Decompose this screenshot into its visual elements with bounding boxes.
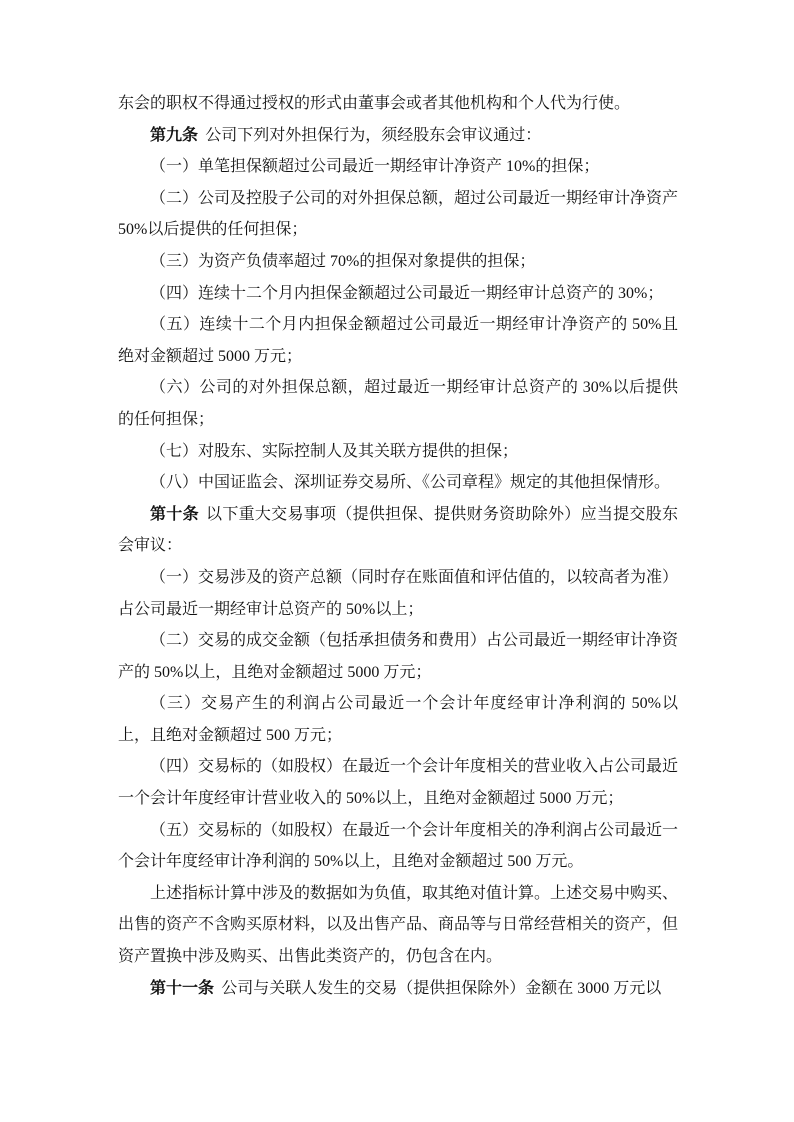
paragraph-text: （五）交易标的（如股权）在最近一个会计年度相关的净利润占公司最近一个会计年度经审计净利润的 50%以上，且绝对金额超过 500 万元。 <box>118 821 679 871</box>
article-number-bold: 第九条 <box>150 126 199 144</box>
paragraph-article-10 <box>118 499 678 562</box>
paragraph-text: （二）公司及控股子公司的对外担保总额，超过公司最近一期经审计净资产 50%以后提供的任何担保； <box>118 189 679 239</box>
paragraph-article-10-item-4 <box>118 751 678 814</box>
paragraph-article-10-item-1 <box>118 562 678 625</box>
paragraph-text: （五）连续十二个月内担保金额超过公司最近一期经审计净资产的 50%且绝对金额超过 5000 万元； <box>118 316 678 365</box>
paragraph-text: （六）公司的对外担保总额，超过最近一期经审计总资产的 30%以后提供的任何担保； <box>118 379 678 428</box>
paragraph-text: 东会的职权不得通过授权的形式由董事会或者其他机构和个人代为行使。 <box>118 95 631 112</box>
paragraph-text: （七）对股东、实际控制人及其关联方提供的担保； <box>150 442 519 460</box>
paragraph-text: 公司与关联人发生的交易（提供担保除外）金额在 3000 万元以 <box>221 979 662 997</box>
paragraph-article-10-item-3 <box>118 688 678 751</box>
paragraph-article-9-item-3 <box>118 246 678 278</box>
article-number-bold: 第十条 <box>150 505 199 523</box>
paragraph-text: （二）交易的成交金额（包括承担债务和费用）占公司最近一期经审计净资产的 50%以上，且绝对金额超过 5000 万元； <box>118 632 679 681</box>
paragraph-article-10-item-2 <box>118 625 678 688</box>
article-number-bold: 第十一条 <box>150 979 215 997</box>
paragraph-text: （一）交易涉及的资产总额（同时存在账面值和评估值的，以较高者为准）占公司最近一期经审计总资产的 50%以上； <box>118 568 679 618</box>
paragraph-continuation <box>118 88 678 120</box>
paragraph-calculation-note <box>118 878 678 973</box>
paragraph-article-9-item-6 <box>118 372 678 435</box>
paragraph-article-9-item-2 <box>118 183 678 246</box>
paragraph-text: 上述指标计算中涉及的数据如为负值，取其绝对值计算。上述交易中购买、出售的资产不含购买原材料，以及出售产品、商品等与日常经营相关的资产，但资产置换中涉及购买、出售此类资产的，仍包含在内。 <box>118 884 679 966</box>
paragraph-text: 公司下列对外担保行为，须经股东会审议通过： <box>205 126 542 144</box>
paragraph-text: （三）为资产负债率超过 70%的担保对象提供的担保； <box>150 252 536 270</box>
paragraph-article-9-item-4 <box>118 278 678 310</box>
paragraph-text: （三）交易产生的利润占公司最近一个会计年度经审计净利润的 50%以上，且绝对金额超过 500 万元； <box>118 695 678 744</box>
paragraph-article-9-item-1 <box>118 151 678 183</box>
paragraph-article-9-item-8 <box>118 467 678 499</box>
paragraph-text: （一）单笔担保额超过公司最近一期经审计净资产 10%的担保； <box>150 158 600 176</box>
paragraph-text: 以下重大交易事项（提供担保、提供财务资助除外）应当提交股东会审议： <box>118 505 678 555</box>
paragraph-article-9 <box>118 120 678 152</box>
paragraph-text: （四）连续十二个月内担保金额超过公司最近一期经审计总资产的 30%； <box>150 284 664 302</box>
paragraph-text: （八）中国证监会、深圳证券交易所、《公司章程》规定的其他担保情形。 <box>150 474 671 492</box>
paragraph-article-10-item-5 <box>118 815 678 878</box>
paragraph-article-11 <box>118 973 678 1005</box>
paragraph-text: （四）交易标的（如股权）在最近一个会计年度相关的营业收入占公司最近一个会计年度经审计营业收入的 50%以上，且绝对金额超过 5000 万元； <box>118 758 679 808</box>
paragraph-article-9-item-5 <box>118 309 678 372</box>
paragraph-article-9-item-7 <box>118 436 678 468</box>
